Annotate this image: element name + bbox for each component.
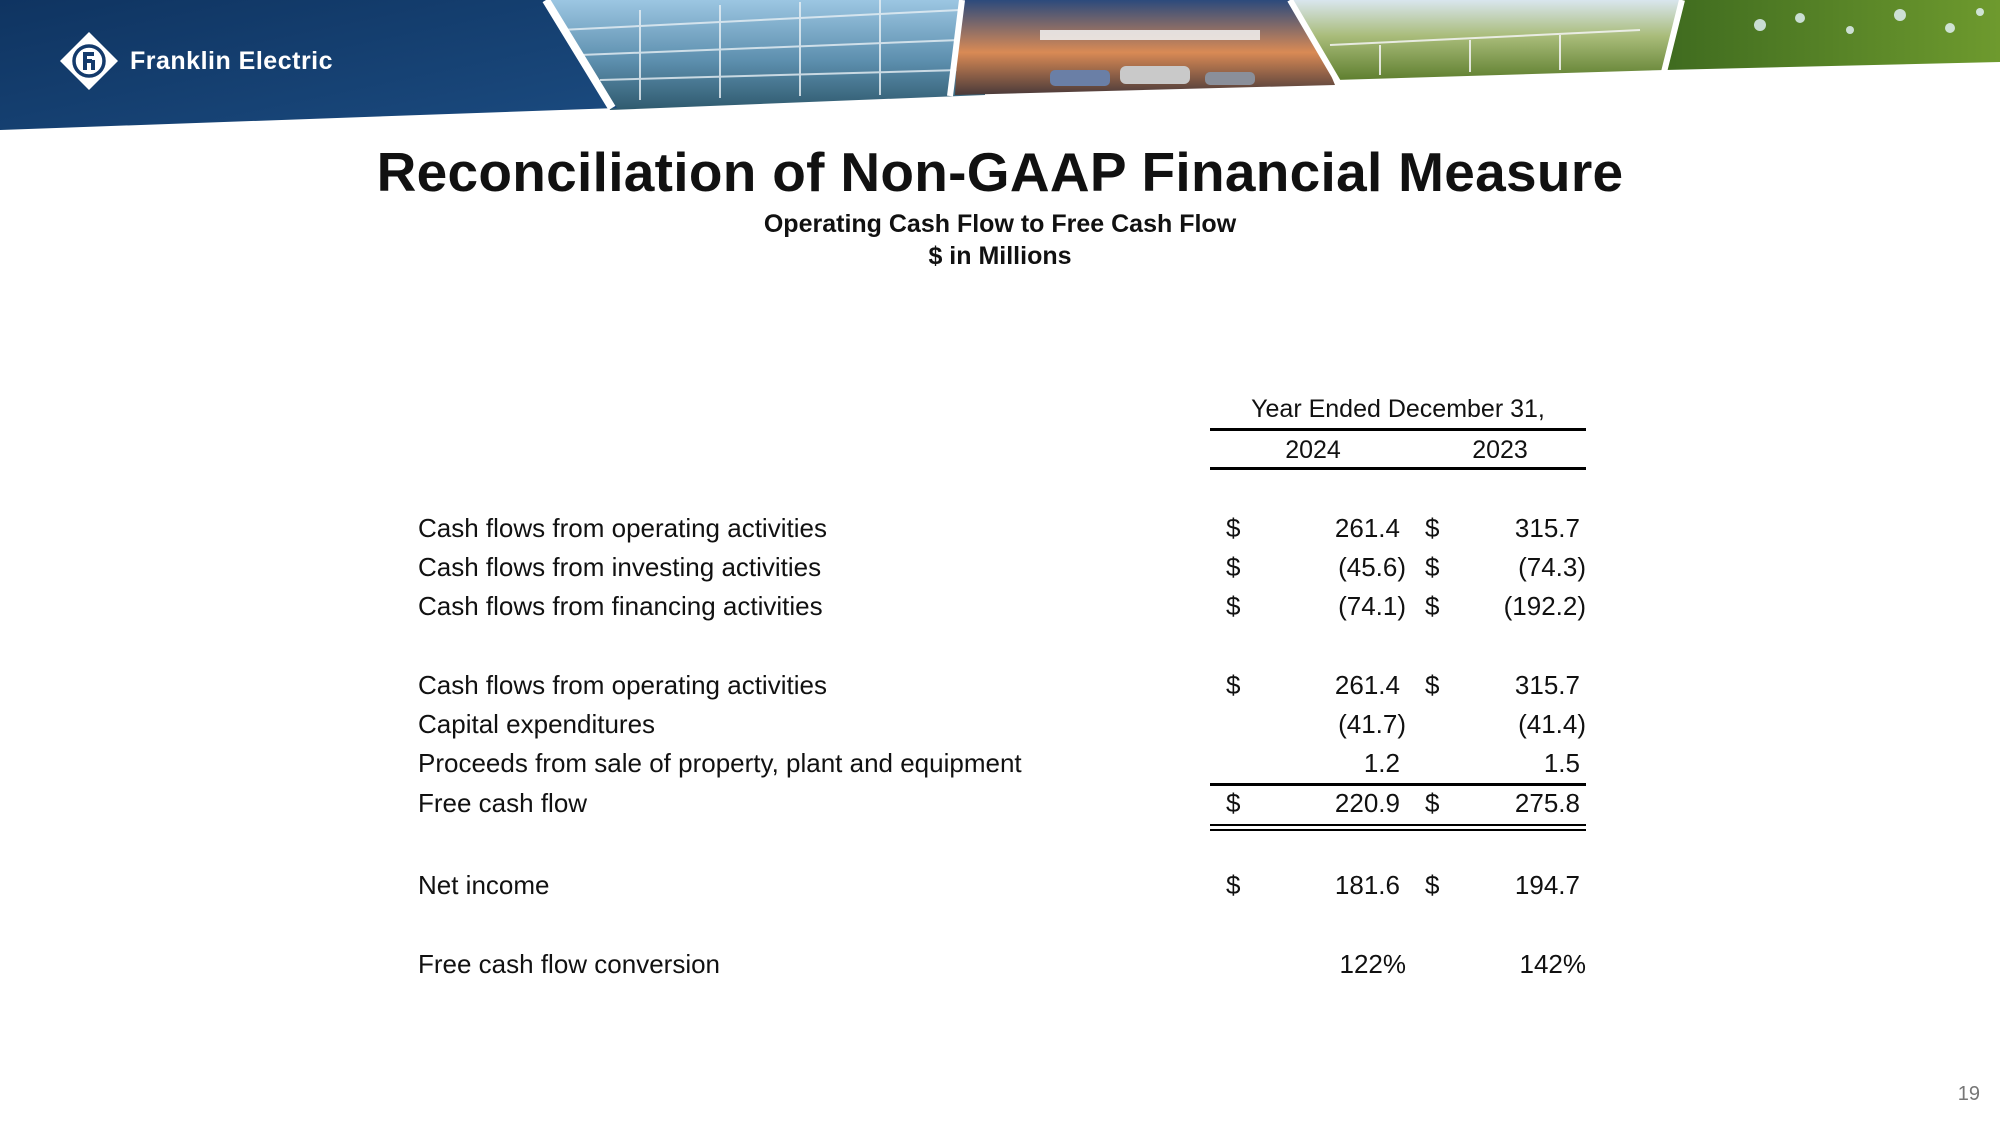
period-header: Year Ended December 31, bbox=[1251, 395, 1545, 423]
table-row bbox=[0, 670, 2000, 706]
currency-symbol: $ bbox=[1226, 591, 1241, 621]
currency-symbol: $ bbox=[1425, 788, 1440, 818]
row-label: Cash flows from financing activities bbox=[418, 591, 823, 621]
company-name: Franklin Electric bbox=[130, 46, 334, 75]
currency-symbol: $ bbox=[1425, 552, 1440, 582]
value-2023: 1.5 bbox=[1543, 748, 1580, 778]
currency-symbol: $ bbox=[1226, 670, 1241, 700]
header-rule bbox=[1210, 428, 1586, 431]
value-2023: 315.7 bbox=[1514, 513, 1580, 543]
table-row bbox=[0, 949, 2000, 985]
value-2024: 1.2 bbox=[1363, 748, 1400, 778]
value-2024: (41.7) bbox=[1338, 709, 1406, 739]
currency-symbol: $ bbox=[1226, 552, 1241, 582]
currency-symbol: $ bbox=[1226, 788, 1241, 818]
value-2024: 122% bbox=[1339, 949, 1406, 979]
header-banner bbox=[0, 0, 2000, 135]
page-subtitle: Operating Cash Flow to Free Cash Flow bbox=[763, 210, 1237, 238]
franklin-electric-logo-icon bbox=[58, 30, 120, 92]
year-header-rule bbox=[1210, 467, 1586, 470]
value-2023: (41.4) bbox=[1518, 709, 1586, 739]
currency-symbol: $ bbox=[1226, 513, 1241, 543]
row-label: Cash flows from operating activities bbox=[418, 513, 827, 543]
value-2024: 261.4 bbox=[1334, 513, 1400, 543]
currency-symbol: $ bbox=[1425, 591, 1440, 621]
value-2023: (192.2) bbox=[1503, 591, 1586, 621]
total-double-rule-top bbox=[1210, 824, 1586, 826]
value-2024: 220.9 bbox=[1334, 788, 1400, 818]
table-row bbox=[0, 513, 2000, 549]
currency-symbol: $ bbox=[1226, 870, 1241, 900]
value-2024: (74.1) bbox=[1338, 591, 1406, 621]
subtotal-rule bbox=[1210, 783, 1586, 786]
value-2023: 142% bbox=[1519, 949, 1586, 979]
value-2024: 181.6 bbox=[1334, 870, 1400, 900]
page-title: Reconciliation of Non-GAAP Financial Measure bbox=[376, 141, 1624, 203]
table-row bbox=[0, 870, 2000, 906]
value-2023: 275.8 bbox=[1514, 788, 1580, 818]
table-row bbox=[0, 591, 2000, 627]
currency-symbol: $ bbox=[1425, 870, 1440, 900]
table-row bbox=[0, 552, 2000, 588]
row-label: Free cash flow bbox=[418, 788, 588, 818]
row-label: Proceeds from sale of property, plant and equipment bbox=[418, 748, 1022, 778]
value-2024: 261.4 bbox=[1334, 670, 1400, 700]
row-label: Free cash flow conversion bbox=[418, 949, 721, 979]
row-label: Net income bbox=[418, 870, 550, 900]
value-2023: 194.7 bbox=[1514, 870, 1580, 900]
page-number: 19 bbox=[1957, 1083, 1980, 1105]
currency-symbol: $ bbox=[1425, 513, 1440, 543]
row-label: Capital expenditures bbox=[418, 709, 656, 739]
total-double-rule-bottom bbox=[1210, 829, 1586, 831]
value-2023: 315.7 bbox=[1514, 670, 1580, 700]
value-2023: (74.3) bbox=[1518, 552, 1586, 582]
row-label: Cash flows from investing activities bbox=[418, 552, 822, 582]
year-header-2023: 2023 bbox=[1472, 436, 1528, 464]
value-2024: (45.6) bbox=[1338, 552, 1406, 582]
company-logo[interactable] bbox=[58, 30, 333, 92]
table-row bbox=[0, 748, 2000, 784]
table-row bbox=[0, 709, 2000, 745]
table-row bbox=[0, 788, 2000, 824]
year-header-2024: 2024 bbox=[1285, 436, 1341, 464]
row-label: Cash flows from operating activities bbox=[418, 670, 827, 700]
currency-symbol: $ bbox=[1425, 670, 1440, 700]
units-note: $ in Millions bbox=[928, 242, 1072, 270]
